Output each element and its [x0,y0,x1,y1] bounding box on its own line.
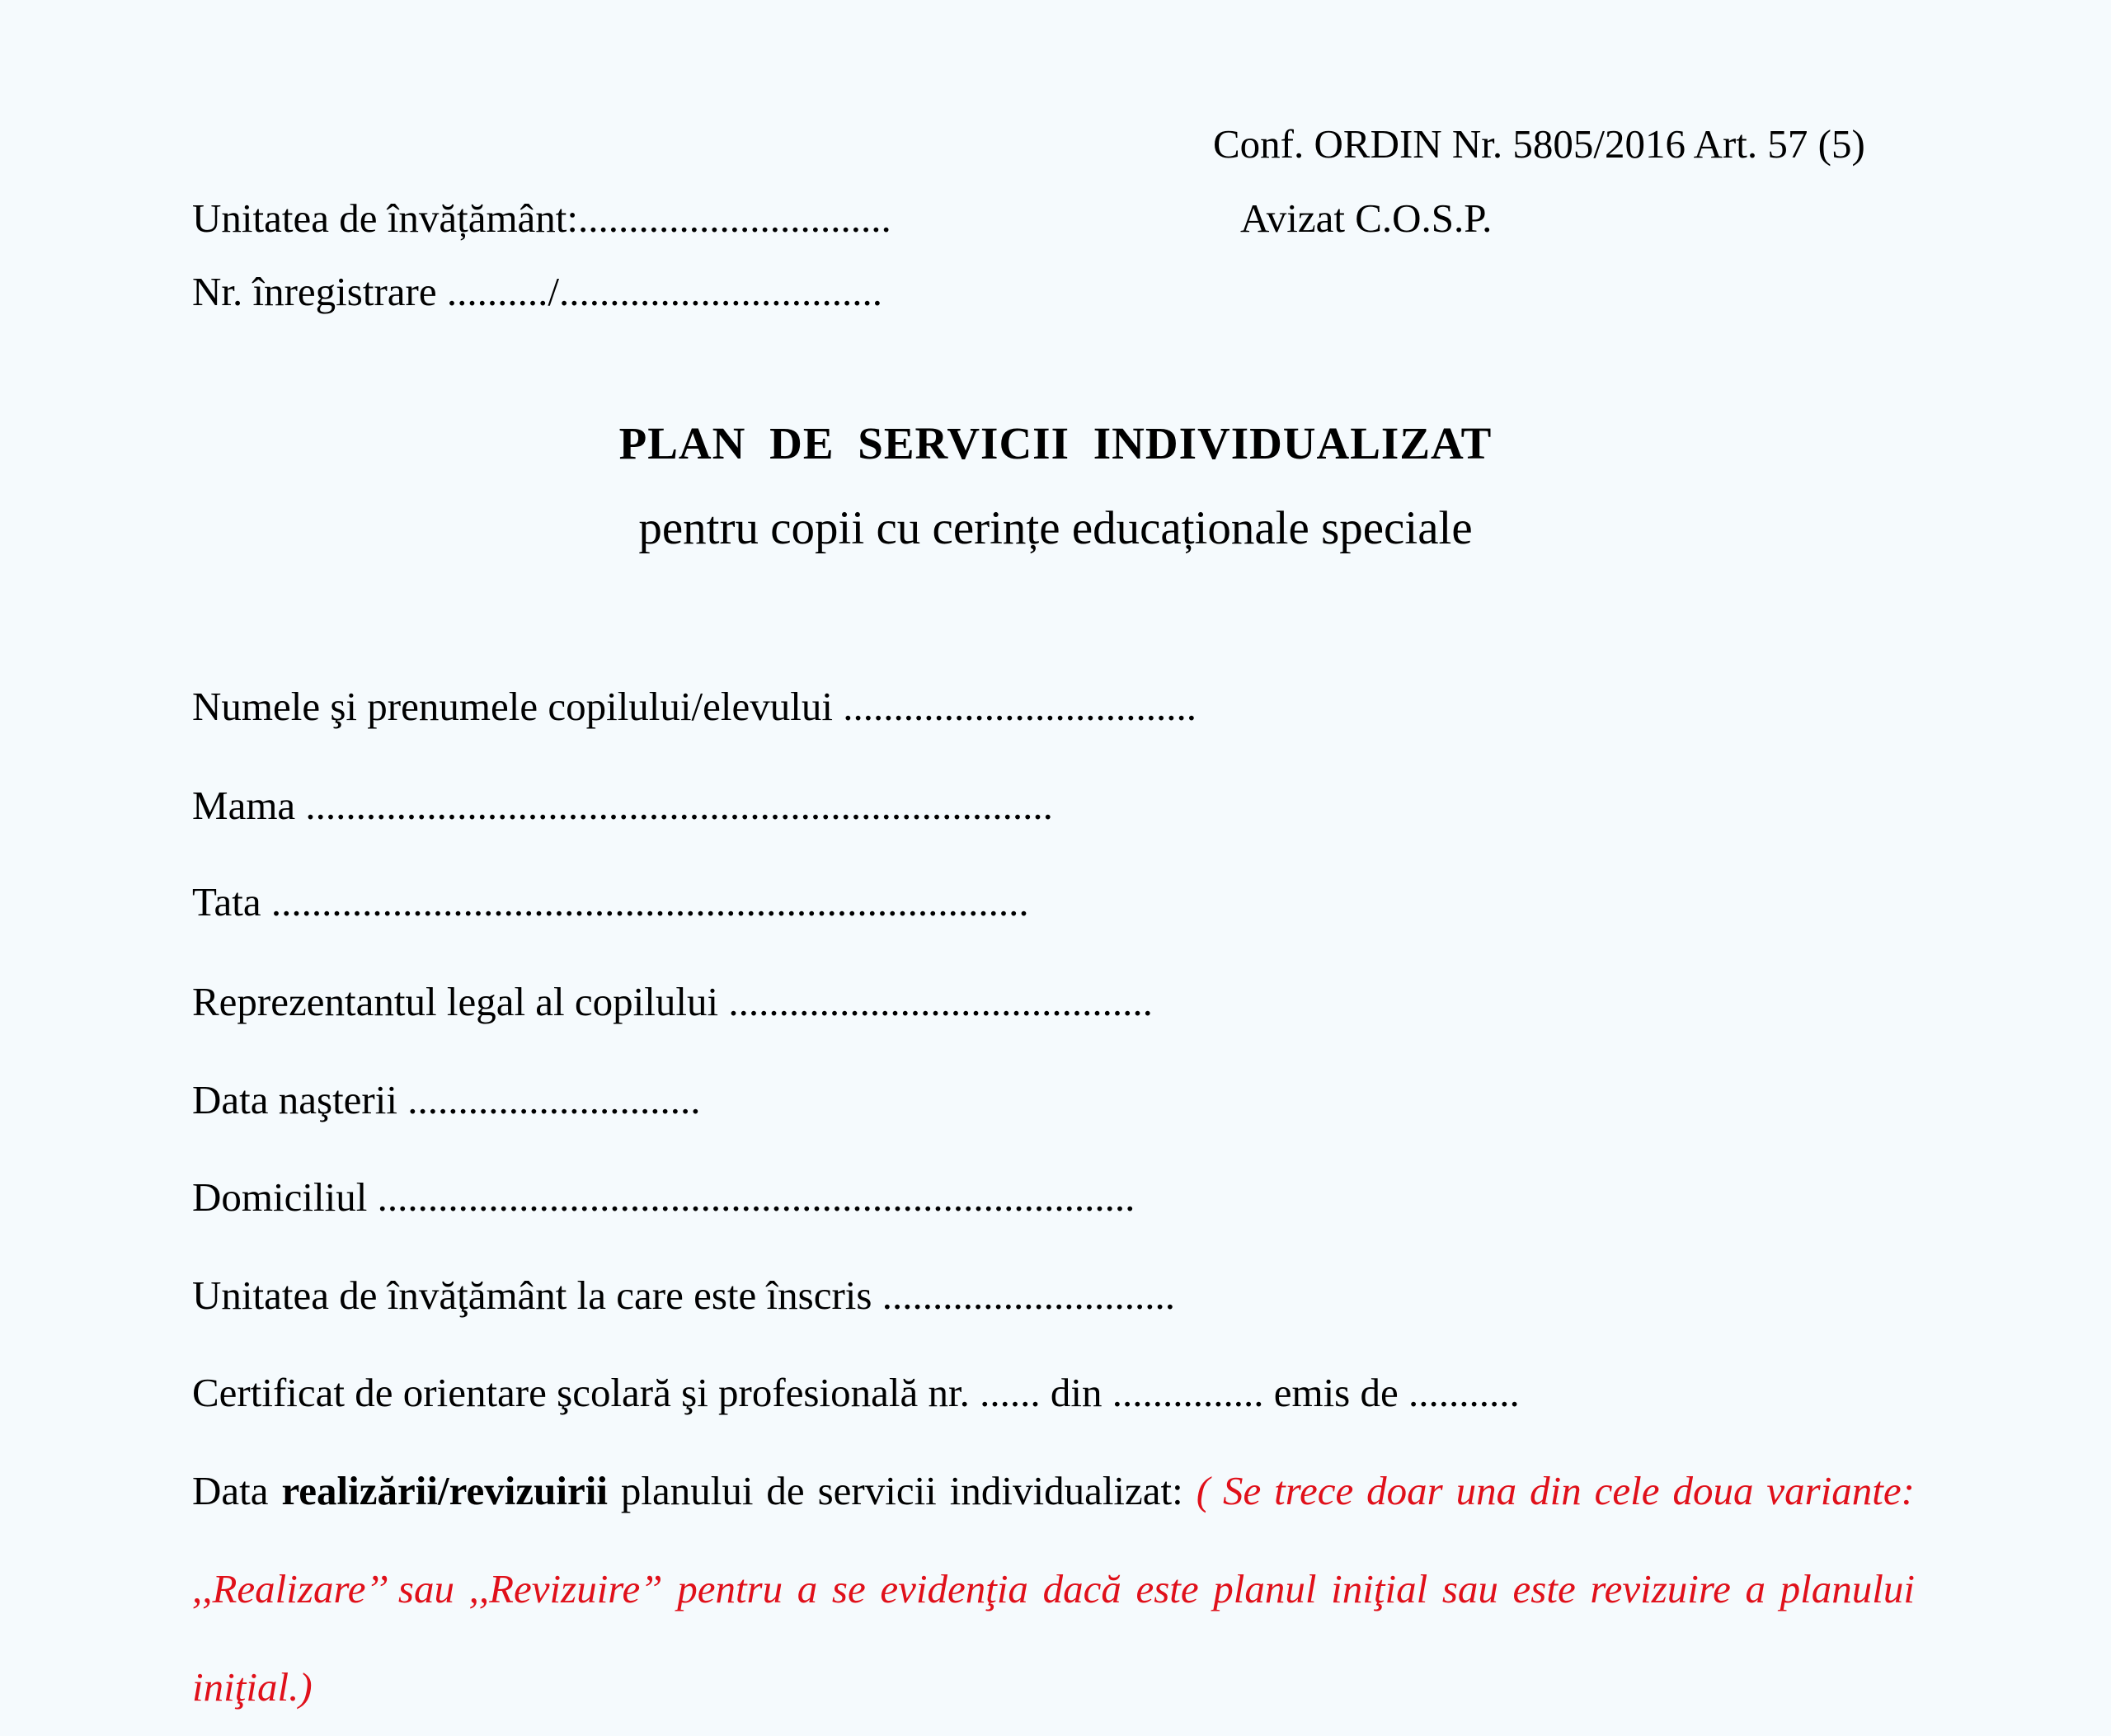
field-child-name: Numele şi prenumele copilului/elevului ................................... [192,684,1197,729]
field-enrolled-school: Unitatea de învăţământ la care este înscris ............................. [192,1273,1175,1318]
school-unit-field: Unitatea de învățământ:............................... [192,195,891,241]
plan-date-bold: realizării/revizuirii [281,1468,608,1513]
field-father: Tata ........................................................................... [192,879,1029,924]
field-mother: Mama .......................................................................... [192,783,1053,828]
order-reference: Conf. ORDIN Nr. 5805/2016 Art. 57 (5) [1213,121,1865,167]
field-certificate: Certificat de orientare şcolară şi profesională nr. ...... din ............... emis de ........... [192,1370,1520,1415]
field-birth-date: Data naşterii ............................. [192,1077,701,1122]
cosp-approval: Avizat C.O.S.P. [1240,195,1493,241]
plan-date-middle: planului de servicii individualizat: [607,1468,1197,1513]
field-legal-representative: Reprezentantul legal al copilului .......................................... [192,979,1153,1024]
document-title: PLAN DE SERVICII INDIVIDUALIZAT [618,418,1493,468]
plan-date-note: ( Se trece doar una din cele doua variante: ,,Realizare’’ sau ,,Revizuire” pentru a se evidenţia dacă este planul iniţial sau este revizuire a planului iniţial.) [192,1468,1915,1710]
registration-number-field: Nr. înregistrare ........../................................ [192,269,882,314]
plan-date-paragraph [192,1442,1915,1736]
plan-date-prefix: Data [192,1468,282,1513]
document-subtitle: pentru copii cu cerințe educaționale speciale [638,502,1473,554]
field-address: Domiciliul ........................................................................... [192,1174,1135,1220]
